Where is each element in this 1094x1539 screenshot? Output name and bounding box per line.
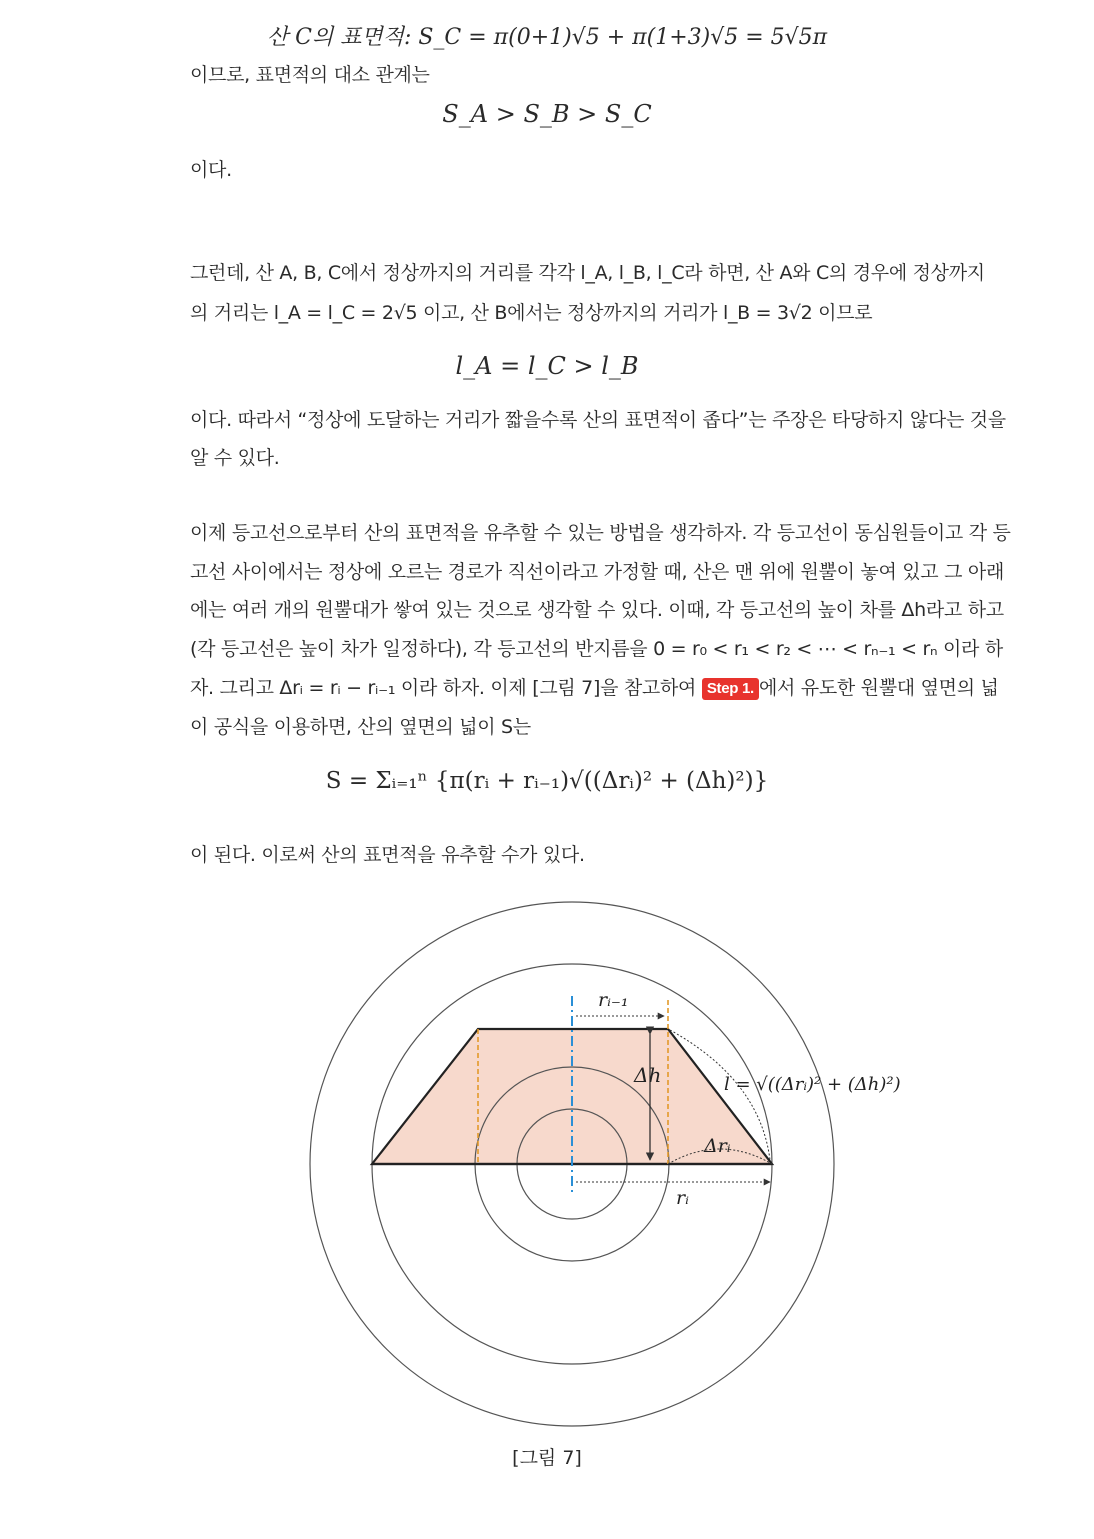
distance-inequality: l_A = l_C > l_B <box>455 352 639 380</box>
surface-area-inequality: S_A > S_B > S_C <box>442 100 652 128</box>
text-line: 이다. <box>190 159 232 181</box>
label-delta-r: Δrᵢ <box>704 1135 731 1157</box>
text-line: 이다. 따라서 “정상에 도달하는 거리가 짧을수록 산의 표면적이 좁다”는 주장은 타당하지 않다는 것을 <box>190 409 1006 431</box>
text-line: 알 수 있다. <box>190 447 280 469</box>
label-r-i: rᵢ <box>676 1187 689 1209</box>
surface-area-sum-formula: S = Σᵢ₌₁ⁿ {π(rᵢ + rᵢ₋₁)√((Δrᵢ)² + (Δh)²)} <box>325 768 769 794</box>
text-segment: 자. 그리고 Δrᵢ = rᵢ − rᵢ₋₁ 이라 하자. 이제 [그림 7]을 참고하여 <box>190 677 702 699</box>
label-slant-length: l = √((Δrᵢ)² + (Δh)²) <box>724 1074 901 1095</box>
label-delta-h: Δh <box>634 1063 662 1087</box>
text-line: 이 공식을 이용하면, 산의 옆면의 넓이 S는 <box>190 716 531 738</box>
text-line: 이 된다. 이로써 산의 표면적을 유추할 수가 있다. <box>190 844 585 866</box>
text-segment: 에서 유도한 원뿔대 옆면의 넓 <box>758 677 999 699</box>
text-line: 고선 사이에서는 정상에 오르는 경로가 직선이라고 가정할 때, 산은 맨 위에 원뿔이 놓여 있고 그 아래 <box>190 561 1004 583</box>
text-line: 의 거리는 l_A = l_C = 2√5 이고, 산 B에서는 정상까지의 거리가 l_B = 3√2 이므로 <box>190 302 873 324</box>
text-line: 그런데, 산 A, B, C에서 정상까지의 거리를 각각 l_A, l_B, l_C라 하면, 산 A와 C의 경우에 정상까지 <box>190 262 985 284</box>
text-line: (각 등고선은 높이 차가 일정하다), 각 등고선의 반지름을 0 = r₀ < r₁ < r₂ < ⋯ < rₙ₋₁ < rₙ 이라 하 <box>190 638 1003 660</box>
surface-area-c-equation: 산 C의 표면적: S_C = π(0+1)√5 + π(1+3)√5 = 5√5π <box>266 25 828 50</box>
text-line: 이므로, 표면적의 대소 관계는 <box>190 64 430 86</box>
figure-caption: [그림 7] <box>512 1447 582 1469</box>
text-line: 에는 여러 개의 원뿔대가 쌓여 있는 것으로 생각할 수 있다. 이때, 각 등고선의 높이 차를 Δh라고 하고 <box>190 599 1004 621</box>
text-line: 이제 등고선으로부터 산의 표면적을 유추할 수 있는 방법을 생각하자. 각 등고선이 동심원들이고 각 등 <box>190 522 1011 544</box>
label-r-prev: rᵢ₋₁ <box>598 989 629 1011</box>
step-badge: Step 1. <box>702 678 759 700</box>
